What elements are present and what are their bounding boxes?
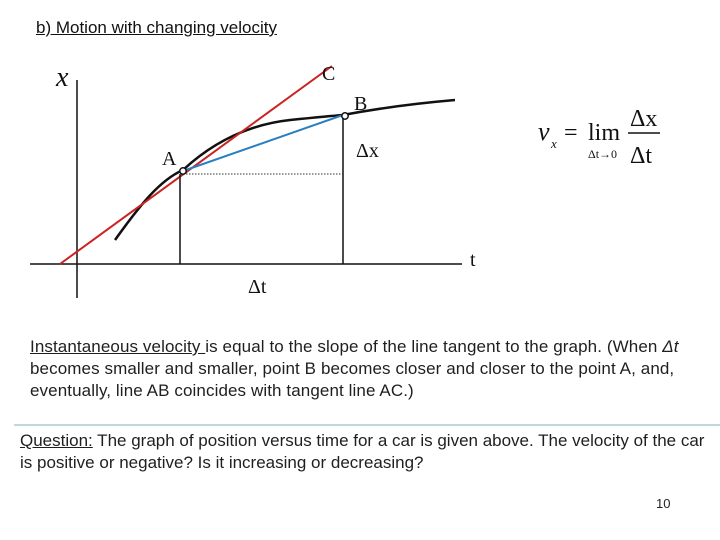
secant-line-ab	[183, 115, 343, 171]
paragraph-text-2: becomes smaller and smaller, point B becomes closer and closer to the point A, and, eventually, line AB coincides with tangent line AC.)	[30, 359, 675, 400]
question-label: Question:	[20, 431, 93, 450]
formula-equals: =	[564, 120, 578, 146]
formula-lim-subscript: Δt→0	[588, 147, 618, 161]
paragraph-text-1: is equal to the slope of the line tangent to the graph. (When	[205, 337, 663, 356]
formula-denominator: Δt	[630, 143, 653, 169]
paragraph-delta-t: Δt	[662, 337, 679, 356]
delta-t-label: Δt	[248, 276, 267, 298]
formula-numerator: Δx	[630, 106, 658, 132]
formula-v: v	[538, 117, 550, 146]
velocity-limit-formula	[538, 106, 660, 169]
page-number: 10	[656, 496, 671, 511]
position-curve	[115, 100, 455, 240]
point-a-label: A	[162, 148, 177, 170]
explanation-paragraph	[30, 336, 710, 402]
x-axis-label: x	[56, 62, 69, 93]
point-b-marker	[342, 113, 348, 119]
t-axis-label: t	[470, 249, 476, 271]
point-c-label: C	[322, 63, 336, 85]
tangent-line-ac	[60, 66, 332, 264]
question-text: The graph of position versus time for a car is given above. The velocity of the car is positive or negative? Is it increasing or decreasing?	[20, 431, 705, 472]
delta-x-label: Δx	[356, 140, 379, 162]
term-instantaneous-velocity: Instantaneous velocity	[30, 337, 206, 356]
point-b-label: B	[354, 93, 368, 115]
question-block	[14, 424, 720, 474]
point-a-marker	[180, 168, 186, 174]
formula-lim: lim	[588, 120, 621, 146]
formula-v-subscript: x	[551, 136, 557, 151]
slide-heading: b) Motion with changing velocity	[36, 18, 277, 37]
